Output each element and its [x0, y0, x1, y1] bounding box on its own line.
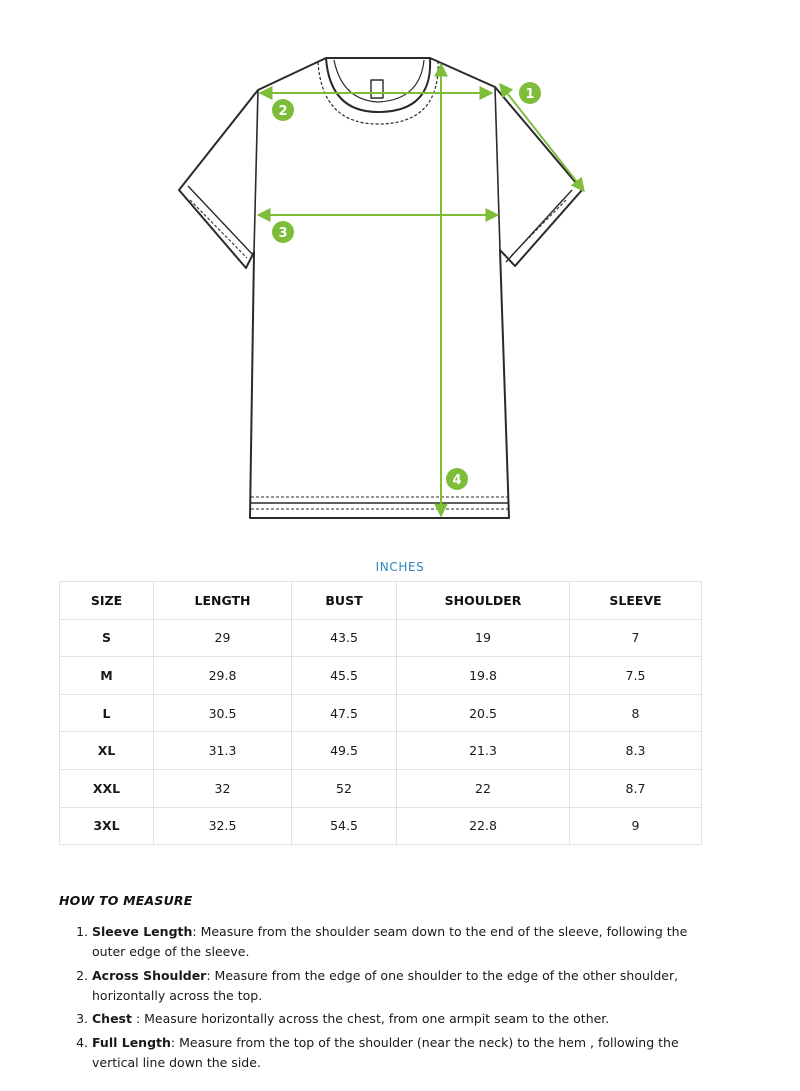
shoulder-cell: 20.5 [397, 694, 570, 732]
marker-1 [519, 82, 541, 104]
marker-1-label: 1 [525, 87, 535, 102]
item-term: Full Length [92, 1034, 171, 1050]
item-text: : Measure from the top of the shoulder (near the neck) to the hem , following the vertical line down the side. [92, 1034, 679, 1070]
item-text: : Measure horizontally across the chest, from one armpit seam to the other. [131, 1011, 610, 1026]
size-cell: M [60, 657, 154, 695]
sleeve-cell: 8.7 [570, 769, 702, 807]
shoulder-cell: 22.8 [397, 807, 570, 845]
header-size: SIZE [60, 582, 154, 620]
tshirt-measurement-diagram [0, 0, 800, 545]
table-row [60, 657, 702, 695]
marker-3 [272, 221, 294, 243]
bust-cell: 54.5 [292, 807, 397, 845]
bust-cell: 47.5 [292, 694, 397, 732]
sleeve-cell: 7.5 [570, 657, 702, 695]
header-sleeve: SLEEVE [570, 582, 702, 620]
size-cell: 3XL [60, 807, 154, 845]
table-row [60, 769, 702, 807]
length-cell: 29.8 [154, 657, 292, 695]
table-header-row [60, 582, 702, 620]
list-item [92, 922, 699, 962]
unit-title: INCHES [375, 560, 425, 574]
size-cell: XL [60, 732, 154, 770]
marker-4 [446, 468, 468, 490]
bust-cell: 49.5 [292, 732, 397, 770]
length-cell: 32.5 [154, 807, 292, 845]
table-row [60, 619, 702, 657]
sleeve-cell: 7 [570, 619, 702, 657]
length-cell: 30.5 [154, 694, 292, 732]
list-item [92, 1033, 699, 1073]
size-chart-table [59, 581, 702, 845]
shoulder-cell: 22 [397, 769, 570, 807]
length-cell: 31.3 [154, 732, 292, 770]
size-cell: S [60, 619, 154, 657]
length-cell: 32 [154, 769, 292, 807]
table-row [60, 732, 702, 770]
list-item [92, 966, 699, 1006]
how-to-measure-section [59, 893, 699, 1076]
shoulder-cell: 21.3 [397, 732, 570, 770]
header-bust: BUST [292, 582, 397, 620]
header-shoulder: SHOULDER [397, 582, 570, 620]
size-cell: L [60, 694, 154, 732]
sleeve-cell: 9 [570, 807, 702, 845]
table-row [60, 694, 702, 732]
marker-3-label: 3 [278, 226, 288, 241]
table-row [60, 807, 702, 845]
sleeve-cell: 8.3 [570, 732, 702, 770]
bust-cell: 45.5 [292, 657, 397, 695]
tshirt-outline [179, 58, 582, 518]
shoulder-cell: 19 [397, 619, 570, 657]
item-term: Sleeve Length [92, 924, 193, 939]
size-cell: XXL [60, 769, 154, 807]
item-term: Chest [92, 1011, 132, 1026]
item-term: Across Shoulder [92, 967, 207, 983]
bust-cell: 43.5 [292, 619, 397, 657]
item-text: : Measure from the edge of one shoulder to the edge of the other shoulder, horizontally across the top. [92, 967, 679, 1003]
length-cell: 29 [154, 619, 292, 657]
marker-2 [272, 99, 294, 121]
shoulder-cell: 19.8 [397, 657, 570, 695]
list-item [92, 1009, 699, 1029]
how-to-measure-list [59, 922, 699, 1073]
how-to-measure-title: HOW TO MEASURE [59, 893, 193, 908]
bust-cell: 52 [292, 769, 397, 807]
marker-2-label: 2 [278, 104, 288, 119]
item-text: : Measure from the shoulder seam down to the end of the sleeve, following the outer edge of the sleeve. [92, 924, 688, 959]
header-length: LENGTH [154, 582, 292, 620]
sleeve-cell: 8 [570, 694, 702, 732]
marker-4-label: 4 [452, 473, 462, 488]
